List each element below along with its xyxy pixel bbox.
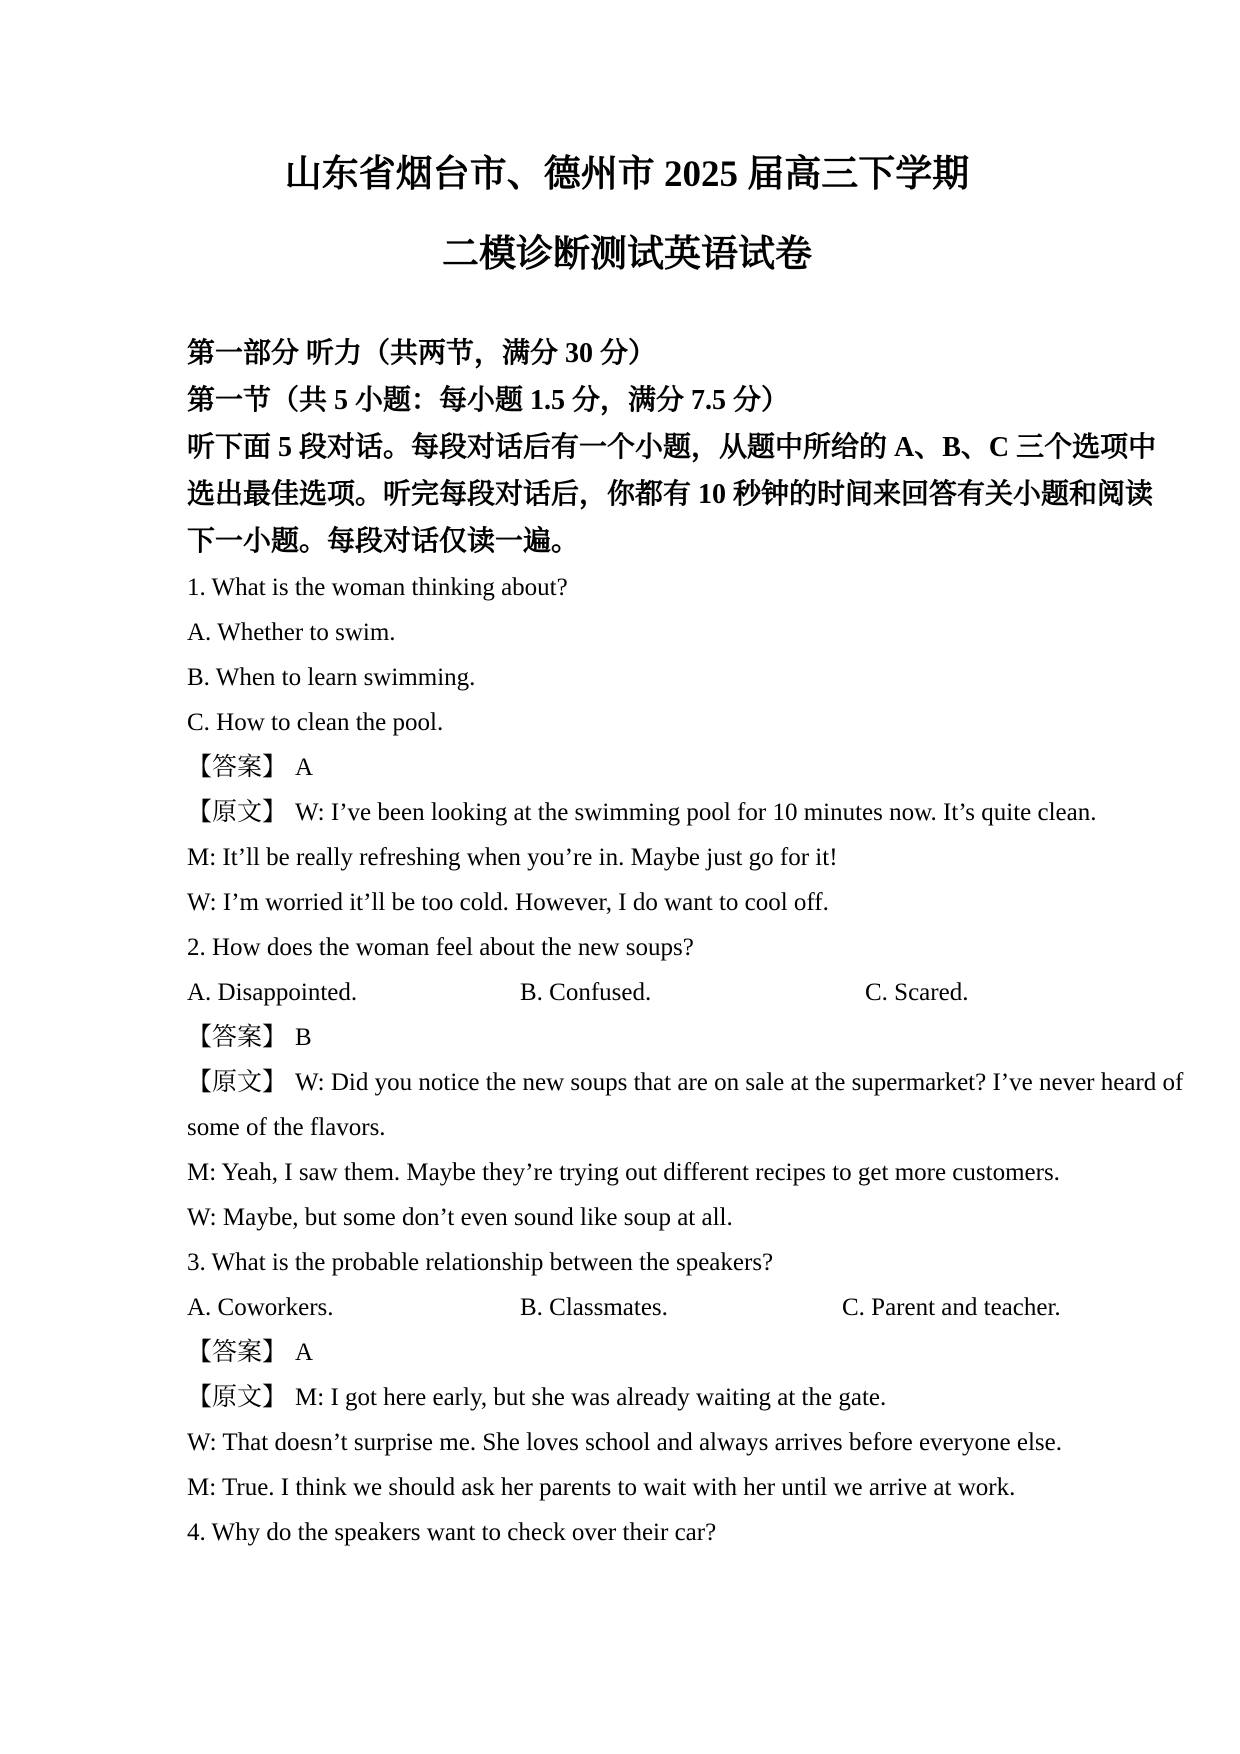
transcript-line	[187, 790, 1097, 835]
question-text: 3. What is the probable relationship between the speakers?	[187, 1249, 774, 1276]
option-item: A. Coworkers.	[187, 1294, 334, 1321]
instruction-line: 听下面 5 段对话。每段对话后有一个小题，从题中所给的 A、B、C 三个选项中	[187, 432, 1157, 463]
question-text: 2. How does the woman feel about the new soups?	[187, 934, 694, 961]
transcript-line: W: I’m worried it’ll be too cold. However, I do want to cool off.	[187, 889, 829, 916]
answer-line	[187, 1330, 1067, 1375]
answer-line	[187, 745, 1067, 790]
options-row	[187, 1285, 1067, 1330]
transcript-line: M: It’ll be really refreshing when you’re in. Maybe just go for it!	[187, 844, 838, 871]
answer-line	[187, 1015, 1067, 1060]
transcript-line: M: True. I think we should ask her parents to wait with her until we arrive at work.	[187, 1474, 1016, 1501]
question-text: 1. What is the woman thinking about?	[187, 574, 568, 601]
answer-value: A	[295, 754, 314, 781]
option-item: B. Confused.	[520, 979, 652, 1006]
options-row	[187, 970, 1067, 1015]
exam-title-line-2: 二模诊断测试英语试卷	[442, 234, 812, 275]
option-item: B. When to learn swimming.	[187, 664, 476, 691]
option-item: B. Classmates.	[520, 1294, 668, 1321]
transcript-continuation-line: some of the flavors.	[187, 1114, 386, 1141]
answer-value: A	[295, 1339, 314, 1366]
option-item: C. Scared.	[865, 979, 969, 1006]
instruction-line: 选出最佳选项。听完每段对话后，你都有 10 秒钟的时间来回答有关小题和阅读	[187, 479, 1154, 510]
option-item: C. How to clean the pool.	[187, 709, 444, 736]
answer-label: 【答案】	[187, 1339, 288, 1366]
option-item: A. Whether to swim.	[187, 619, 396, 646]
transcript-text: M: I got here early, but she was already waiting at the gate.	[295, 1384, 887, 1411]
part-heading: 第一部分 听力（共两节，满分 30 分）	[187, 338, 657, 369]
transcript-line	[187, 1375, 1067, 1420]
transcript-line: W: Maybe, but some don’t even sound like soup at all.	[187, 1204, 733, 1231]
answer-value: B	[295, 1024, 312, 1051]
answer-label: 【答案】	[187, 754, 288, 781]
transcript-text: W: Did you notice the new soups that are on sale at the supermarket? I’ve never heard of	[295, 1069, 1184, 1096]
transcript-text: W: I’ve been looking at the swimming pool for 10 minutes now. It’s quite clean.	[295, 799, 1097, 826]
question-text: 4. Why do the speakers want to check over their car?	[187, 1519, 717, 1546]
transcript-line	[187, 1060, 1184, 1105]
transcript-line: W: That doesn’t surprise me. She loves school and always arrives before everyone else.	[187, 1429, 1062, 1456]
option-item: A. Disappointed.	[187, 979, 358, 1006]
option-item: C. Parent and teacher.	[842, 1294, 1061, 1321]
transcript-label: 【原文】	[187, 799, 288, 826]
answer-label: 【答案】	[187, 1024, 288, 1051]
section-heading: 第一节（共 5 小题：每小题 1.5 分，满分 7.5 分）	[187, 385, 790, 416]
transcript-line: M: Yeah, I saw them. Maybe they’re trying out different recipes to get more customers.	[187, 1159, 1060, 1186]
transcript-label: 【原文】	[187, 1384, 288, 1411]
exam-title-line-1: 山东省烟台市、德州市 2025 届高三下学期	[284, 154, 970, 195]
instruction-line: 下一小题。每段对话仅读一遍。	[187, 526, 580, 557]
transcript-label: 【原文】	[187, 1069, 288, 1096]
